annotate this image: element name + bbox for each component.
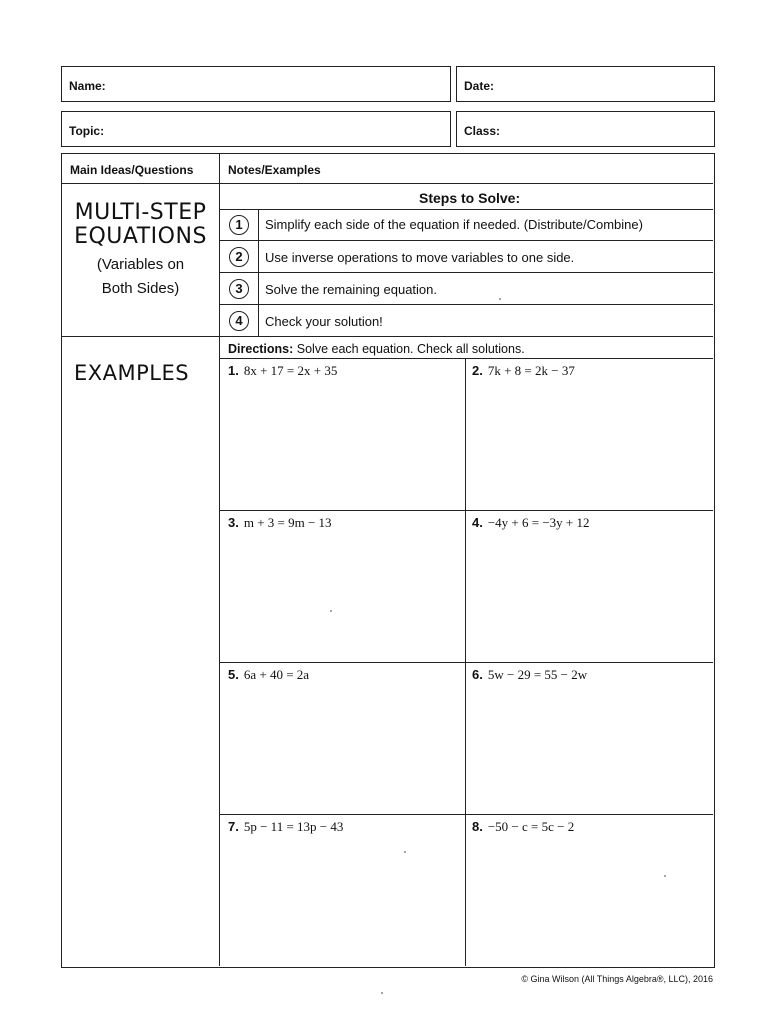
step-text-1: Simplify each side of the equation if needed. (Distribute/Combine)	[265, 217, 643, 232]
directions-label: Directions:	[228, 342, 294, 356]
topic-subtitle-line2: Both Sides)	[101, 280, 180, 297]
example-4-number: 4.	[472, 515, 483, 530]
example-1-number: 1.	[228, 363, 239, 378]
steps-line-top	[219, 209, 713, 210]
directions-text: Solve each equation. Check all solutions.	[293, 342, 525, 356]
example-8[interactable]	[472, 818, 574, 836]
topic-label: Topic:	[69, 124, 105, 138]
scan-speck	[499, 298, 501, 300]
steps-line-4	[219, 304, 713, 305]
examples-grid-row2	[219, 510, 713, 511]
step-number-4: 4	[229, 311, 249, 331]
topic-field[interactable]	[61, 111, 451, 147]
column-divider	[219, 154, 220, 966]
example-3-equation: m + 3 = 9m − 13	[243, 515, 332, 530]
steps-heading: Steps to Solve:	[419, 190, 521, 206]
example-7-equation: 5p − 11 = 13p − 43	[243, 819, 344, 834]
section-divider	[62, 336, 713, 337]
example-4-equation: −4y + 6 = −3y + 12	[487, 515, 590, 530]
example-7[interactable]	[228, 818, 343, 836]
steps-line-3	[219, 272, 713, 273]
example-5-equation: 6a + 40 = 2a	[243, 667, 310, 682]
example-7-number: 7.	[228, 819, 239, 834]
example-5-number: 5.	[228, 667, 239, 682]
class-field[interactable]	[456, 111, 715, 147]
steps-line-2	[219, 240, 713, 241]
example-1[interactable]	[228, 362, 337, 380]
example-4[interactable]	[472, 514, 590, 532]
date-field[interactable]	[456, 66, 715, 102]
class-label: Class:	[464, 124, 501, 138]
examples-grid-row3	[219, 662, 713, 663]
step-text-3: Solve the remaining equation.	[265, 282, 438, 297]
step-text-2: Use inverse operations to move variables to one side.	[265, 250, 575, 265]
step-number-2: 2	[229, 247, 249, 267]
example-2-number: 2.	[472, 363, 483, 378]
notes-examples-heading: Notes/Examples	[228, 163, 321, 177]
name-field[interactable]	[61, 66, 451, 102]
example-3-number: 3.	[228, 515, 239, 530]
example-2-equation: 7k + 8 = 2k − 37	[487, 363, 575, 378]
topic-block	[62, 201, 219, 301]
example-3[interactable]	[228, 514, 332, 532]
examples-grid-top	[219, 358, 713, 359]
header-row-divider	[62, 183, 713, 184]
example-6-equation: 5w − 29 = 55 − 2w	[487, 667, 588, 682]
example-8-equation: −50 − c = 5c − 2	[487, 819, 575, 834]
example-1-equation: 8x + 17 = 2x + 35	[243, 363, 338, 378]
topic-title-line1: MULTI-STEP	[74, 200, 207, 225]
examples-grid-row4	[219, 814, 713, 815]
step-text-4: Check your solution!	[265, 314, 383, 329]
notes-table	[61, 153, 715, 968]
steps-number-divider	[258, 209, 259, 336]
step-number-1: 1	[229, 215, 249, 235]
name-label: Name:	[69, 79, 106, 93]
example-8-number: 8.	[472, 819, 483, 834]
scan-speck	[404, 851, 406, 853]
copyright-footer: © Gina Wilson (All Things Algebra®, LLC), 2016	[521, 974, 713, 984]
topic-title-line2: EQUATIONS	[74, 224, 207, 249]
scan-speck	[381, 992, 383, 994]
step-number-3: 3	[229, 279, 249, 299]
example-6-number: 6.	[472, 667, 483, 682]
examples-label: EXAMPLES	[74, 361, 190, 385]
scan-speck	[330, 610, 332, 612]
topic-subtitle-line1: (Variables on	[96, 256, 185, 273]
example-5[interactable]	[228, 666, 309, 684]
example-6[interactable]	[472, 666, 587, 684]
main-ideas-heading: Main Ideas/Questions	[70, 163, 194, 177]
directions	[228, 342, 525, 356]
example-2[interactable]	[472, 362, 575, 380]
scan-speck	[664, 875, 666, 877]
date-label: Date:	[464, 79, 495, 93]
